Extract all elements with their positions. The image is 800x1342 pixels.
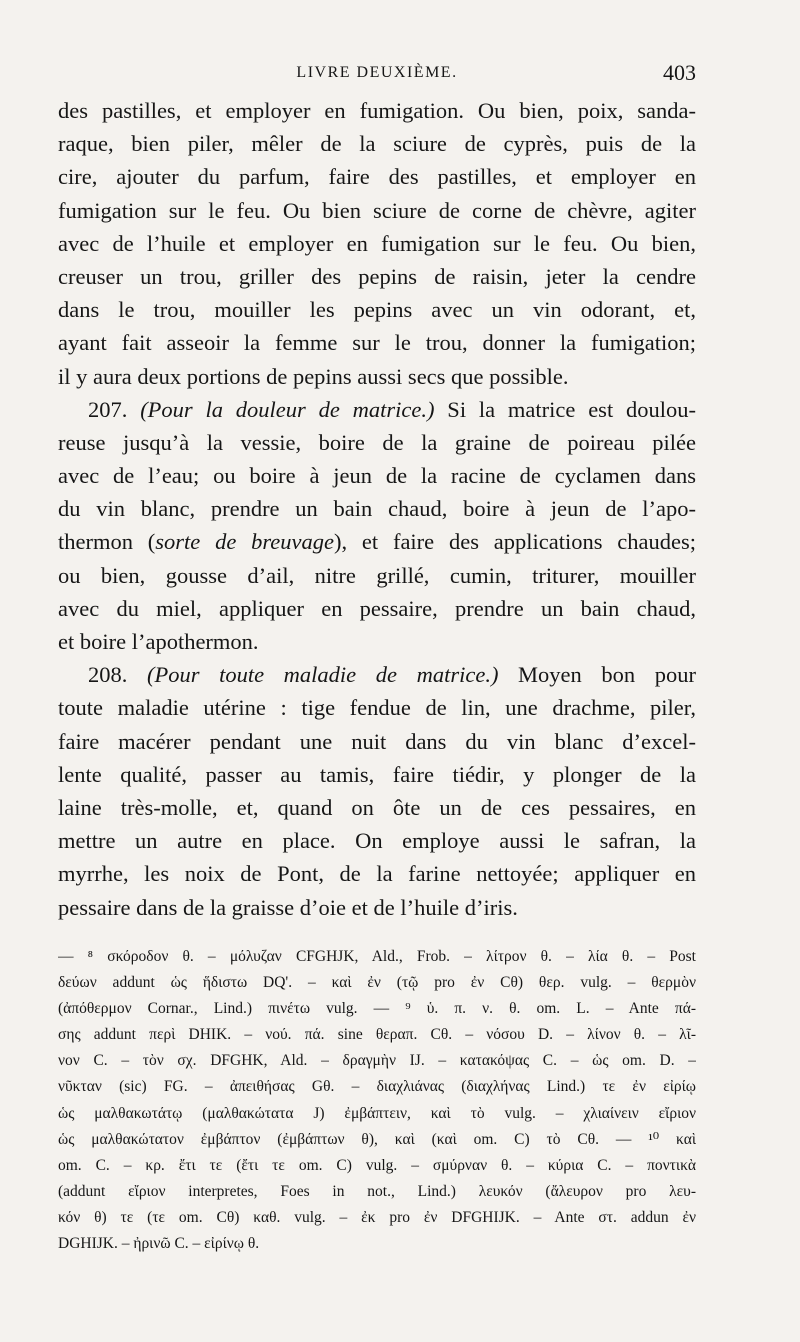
text-line: des pastilles, et employer en fumigation. Ou bien, poix, sanda- bbox=[58, 98, 696, 123]
text-line bbox=[58, 393, 696, 426]
running-title: LIVRE DEUXIÈME. bbox=[296, 64, 458, 81]
text-line: avec du miel, appliquer en pessaire, prendre un bain chaud, bbox=[58, 595, 696, 621]
text-line: raque, bien piler, mêler de la sciure de cyprès, puis de la bbox=[58, 131, 696, 157]
footnote-line: δεύων addunt ὡς ἥδιστω DQ'. – καὶ ἐν (τῷ pro ἐν Cθ) θερ. vulg. – θερμὸν bbox=[58, 974, 696, 992]
footnote-line: om. C. – κρ. ἔτι τε (ἔτι τε om. C) vulg. – σμύρναν θ. – κύρια C. – ποντικὰ bbox=[58, 1156, 696, 1174]
paragraph-208 bbox=[58, 658, 696, 924]
text-line: cire, ajouter du parfum, faire des pastilles, et employer en bbox=[58, 164, 696, 190]
text-line bbox=[58, 525, 696, 558]
footnote-line: ὡς μαλθακωτάτῳ (μαλθακώτατα J) ἐμβάπτειν, καὶ τὸ vulg. – χλιαίνειν εἴριον bbox=[58, 1104, 696, 1122]
paragraph-number: 208. bbox=[88, 662, 128, 688]
text-line: ayant fait asseoir la femme sur le trou, donner la fumigation; bbox=[58, 330, 696, 356]
text-line: reuse jusqu’à la vessie, boire de la graine de poireau pilée bbox=[58, 429, 696, 455]
text-fragment: ), et faire des applications chaudes; bbox=[334, 529, 696, 555]
footnote-line: — ⁸ σκόροδον θ. – μόλυζαν CFGHJK, Ald., Frob. – λίτρον θ. – λία θ. – Post bbox=[58, 948, 696, 965]
text-line bbox=[58, 658, 696, 691]
text-line: il y aura deux portions de pepins aussi secs que possible. bbox=[58, 363, 569, 389]
footnote-line: νον C. – τὸν σχ. DFGHK, Ald. – δραγμὴν IJ. – κατακόψας C. – ὡς om. D. – bbox=[58, 1052, 696, 1070]
text-line: creuser un trou, griller des pepins de raisin, jeter la cendre bbox=[58, 263, 696, 289]
italic-gloss: sorte de breuvage bbox=[155, 529, 334, 555]
text-line: laine très-molle, et, quand on ôte un de ces pessaires, en bbox=[58, 794, 696, 820]
text-line: faire macérer pendant une nuit dans du vin blanc d’excel- bbox=[58, 728, 696, 754]
text-line: myrrhe, les noix de Pont, de la farine nettoyée; appliquer en bbox=[58, 861, 696, 887]
footnote-line: σης addunt περὶ DHIK. – νού. πά. sine θεραπ. Cθ. – νόσου D. – λίνον θ. – λῖ- bbox=[58, 1026, 696, 1044]
body-text bbox=[58, 94, 696, 924]
text-line: mettre un autre en place. On employe aussi le safran, la bbox=[58, 828, 696, 854]
text-line: du vin blanc, prendre un bain chaud, boire à jeun de l’apo- bbox=[58, 496, 696, 522]
footnote-line: DGHIJK. – ἠρινῶ C. – εἰρίνῳ θ. bbox=[58, 1235, 260, 1253]
footnote-line: (addunt εἴριον interpretes, Foes in not., Lind.) λευκόν (ἄλευρον pro λευ- bbox=[58, 1182, 696, 1200]
text-fragment: Si la matrice est doulou- bbox=[434, 396, 696, 422]
text-fragment: Moyen bon pour bbox=[498, 662, 696, 688]
footnote-line: (ἀπόθερμον Cornar., Lind.) πινέτω vulg. — ⁹ ὑ. π. ν. θ. om. L. – Ante πά- bbox=[58, 1000, 696, 1018]
page-header bbox=[58, 60, 696, 90]
text-line: dans le trou, mouiller les pepins avec un vin odorant, et, bbox=[58, 297, 696, 323]
text-line: ou bien, gousse d’ail, nitre grillé, cumin, triturer, mouiller bbox=[58, 562, 696, 588]
text-line: fumigation sur le feu. Ou bien sciure de corne de chèvre, agiter bbox=[58, 197, 696, 223]
paragraph-heading: (Pour la douleur de matrice.) bbox=[140, 396, 435, 422]
text-line: avec de l’eau; ou boire à jeun de la racine de cyclamen dans bbox=[58, 463, 696, 489]
text-line: avec de l’huile et employer en fumigation sur le feu. Ou bien, bbox=[58, 230, 696, 256]
paragraph-continued bbox=[58, 94, 696, 393]
text-line: pessaire dans de la graisse d’oie et de l’huile d’iris. bbox=[58, 894, 518, 920]
footnotes bbox=[58, 944, 696, 1257]
paragraph-207 bbox=[58, 393, 696, 659]
paragraph-heading: (Pour toute maladie de matrice.) bbox=[146, 662, 499, 688]
text-line: toute maladie utérine : tige fendue de lin, une drachme, piler, bbox=[58, 695, 696, 721]
footnote-line: ὡς μαλθακώτατον ἐμβάπτον (ἐμβάπτων θ), καὶ (καὶ om. C) τὸ Cθ. — ¹⁰ καὶ bbox=[58, 1130, 696, 1148]
footnote-line: κόν θ) τε (τε om. Cθ) καθ. vulg. – ἐκ pro ἐν DFGHIJK. – Ante στ. addun ἐν bbox=[58, 1208, 696, 1226]
text-fragment: thermon ( bbox=[58, 529, 156, 555]
text-line: lente qualité, passer au tamis, faire tiédir, y plonger de la bbox=[58, 761, 696, 787]
footnote-line: νῦκταν (sic) FG. – ἀπειθήσας Gθ. – διαχλιάνας (διαχλήνας Lind.) τε ἐν εἰρίῳ bbox=[58, 1078, 696, 1096]
page-number: 403 bbox=[663, 60, 696, 85]
text-line: et boire l’apothermon. bbox=[58, 629, 259, 654]
paragraph-number: 207. bbox=[88, 396, 128, 422]
